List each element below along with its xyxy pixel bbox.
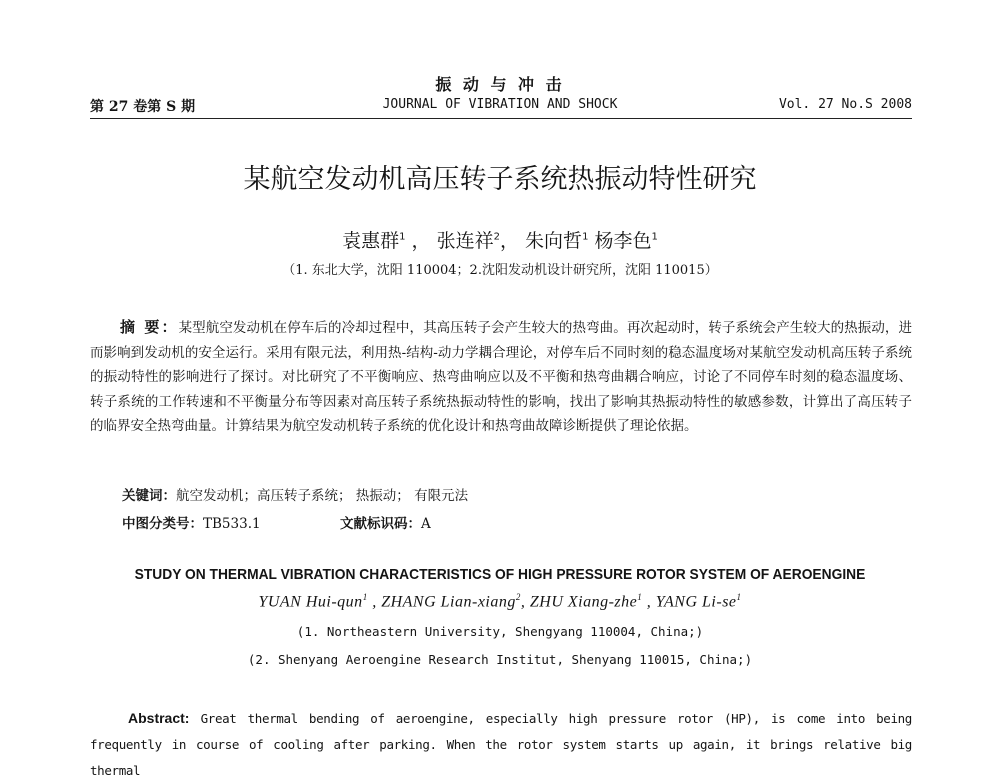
- document-code-line: [340, 512, 431, 532]
- author-separator: ,: [367, 593, 382, 611]
- document-code-value: A: [421, 516, 431, 532]
- author-affiliation-mark: 1: [399, 231, 406, 243]
- classification-value: TB533.1: [203, 516, 261, 532]
- journal-name-cn: 振 动 与 冲 击: [435, 75, 565, 94]
- author-affiliation-mark: 1: [637, 592, 643, 602]
- author-affiliation-mark: 1: [362, 592, 368, 602]
- abstract-cn: [90, 315, 912, 439]
- header-divider: [90, 118, 912, 119]
- abstract-en-body: Great thermal bending of aeroengine, especially high pressure rotor (HP), is come into being frequently in course of cooling after parking. When the rotor system starts up again, it brings relative big thermal: [90, 711, 912, 778]
- author-list-en: [0, 592, 1000, 611]
- affiliation-cn: （1. 东北大学，沈阳 110004；2.沈阳发动机设计研究所，沈阳 110015）: [282, 263, 718, 278]
- author-separator: ,: [520, 593, 530, 611]
- keywords-line: [122, 484, 468, 504]
- author-name-en: YANG Li-se: [655, 593, 737, 611]
- abstract-cn-body: 某型航空发动机在停车后的冷却过程中，其高压转子会产生较大的热弯曲。再次起动时，转子系统会产生较大的热振动，进而影响到发动机的安全运行。采用有限元法，利用热-结构-动力学耦合理论，对停车后不同时刻的稳态温度场对某航空发动机高压转子系统的振动特性的影响进行了探讨。对比研究了不平衡响应、热弯曲响应以及不平衡和热弯曲耦合响应，讨论了不同停车时刻的稳态温度场、转子系统的工作转速和不平衡量分布等因素对高压转子系统热振动特性的影响，找出了影响其热振动特性的敏感参数，计算出了高压转子的临界安全热弯曲量。计算结果为航空发动机转子系统的优化设计和热弯曲故障诊断提供了理论依据。: [90, 320, 912, 434]
- paper-title-cn: 某航空发动机高压转子系统热振动特性研究: [243, 164, 757, 195]
- author-affiliation-mark: 1: [582, 231, 589, 243]
- author-affiliation-mark: 2: [515, 592, 521, 602]
- volume-label: Vol. 27 No.S 2008: [778, 97, 912, 112]
- classification-label: 中图分类号：: [122, 516, 203, 532]
- author-separator: ，: [405, 230, 431, 252]
- document-code-label: 文献标识码：: [340, 516, 421, 532]
- author-name-en: ZHANG Lian-xiang: [381, 593, 516, 611]
- author-separator: ，: [499, 230, 519, 252]
- abstract-cn-label: 摘 要：: [120, 318, 179, 336]
- author-name: 朱向哲: [525, 230, 583, 252]
- author-separator: ,: [642, 593, 656, 611]
- author-name: 袁惠群: [342, 230, 400, 252]
- issue-label: 第 27 卷第 S 期: [90, 99, 196, 115]
- author-name: 杨李色: [594, 230, 652, 252]
- keywords-label: 关键词：: [122, 488, 176, 504]
- author-affiliation-mark: 2: [493, 231, 500, 243]
- paper-title-en: STUDY ON THERMAL VIBRATION CHARACTERISTICS OF HIGH PRESSURE ROTOR SYSTEM OF AEROENGINE: [134, 566, 866, 583]
- author-affiliation-mark: 1: [736, 592, 742, 602]
- abstract-en-label: Abstract:: [128, 710, 190, 726]
- journal-name-en: JOURNAL OF VIBRATION AND SHOCK: [382, 97, 618, 112]
- keywords-value: 航空发动机；高压转子系统； 热振动； 有限元法: [176, 488, 469, 504]
- affiliation-en-2: (2. Shenyang Aeroengine Research Institut, Shenyang 110015, China;): [247, 652, 753, 667]
- author-name-en: YUAN Hui-qun: [258, 593, 363, 611]
- author-affiliation-mark: 1: [651, 231, 658, 243]
- classification-line: [122, 512, 261, 532]
- author-name: 张连祥: [436, 230, 494, 252]
- author-list-cn: [0, 226, 1000, 253]
- abstract-en: [90, 705, 912, 784]
- affiliation-en-1: (1. Northeastern University, Shengyang 110004, China;): [296, 624, 704, 639]
- author-name-en: ZHU Xiang-zhe: [529, 593, 638, 611]
